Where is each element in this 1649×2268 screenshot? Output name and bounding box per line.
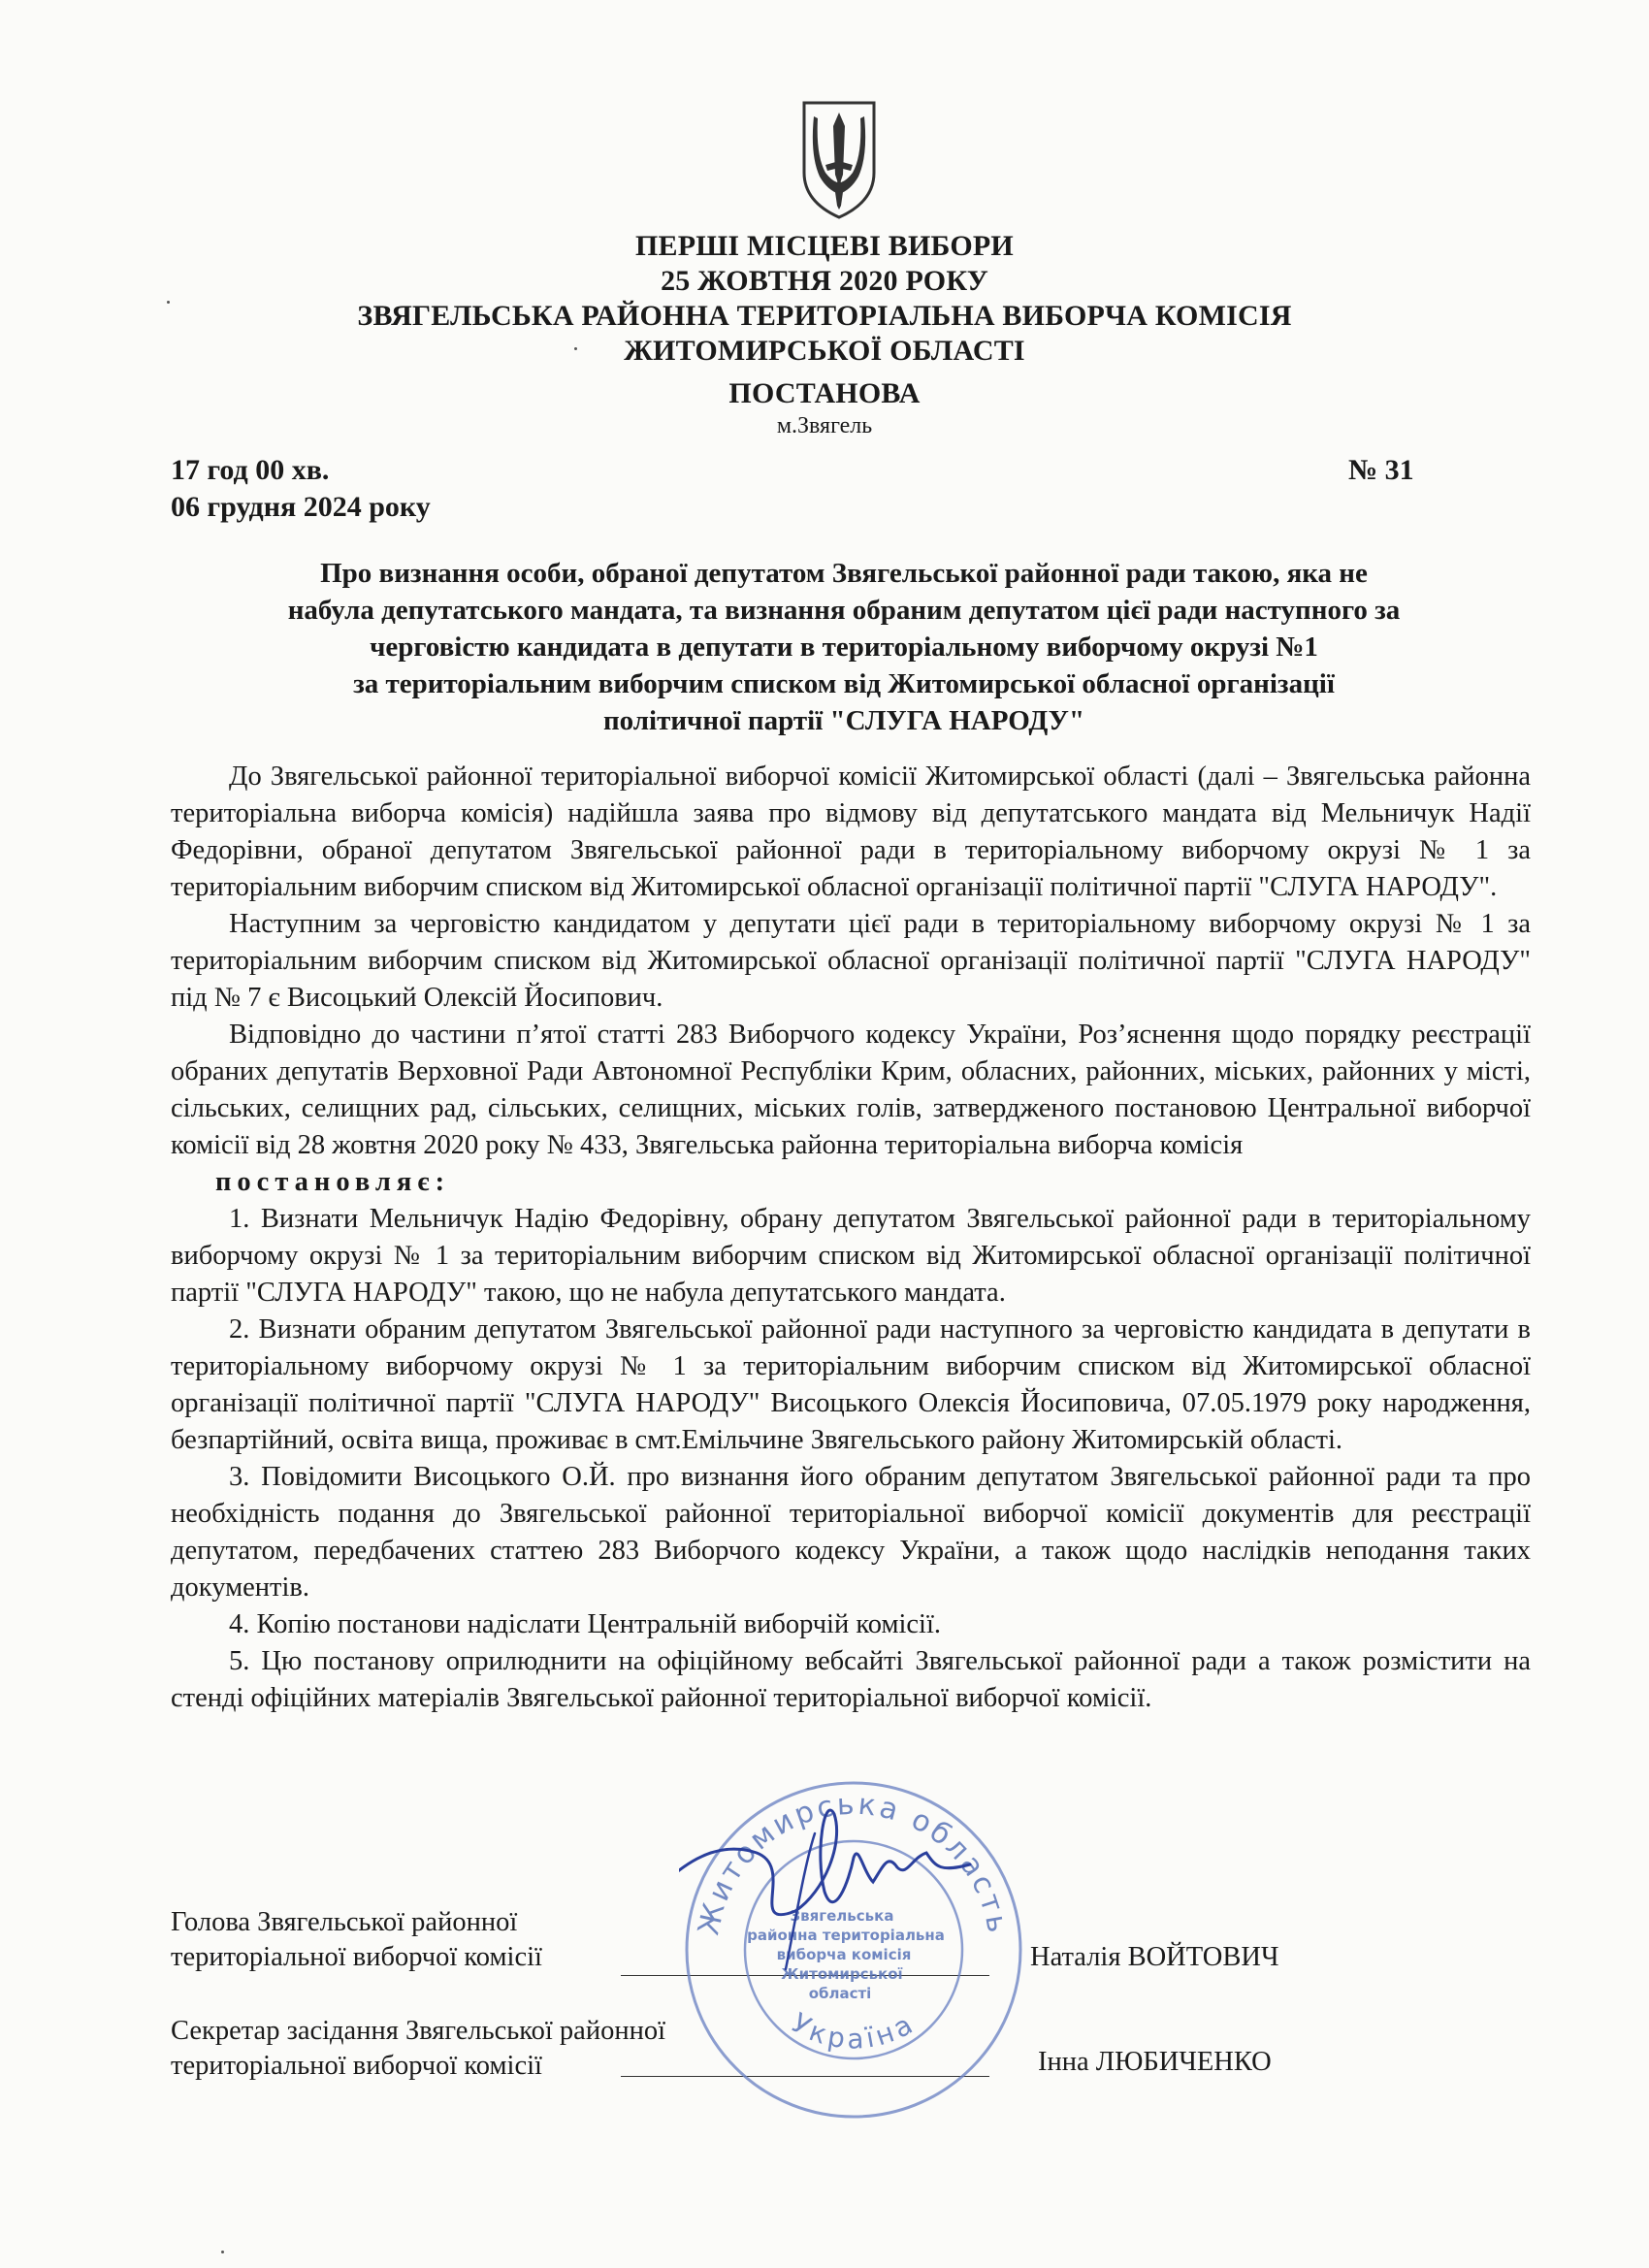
resolution-body (171, 759, 1531, 1717)
secretary-name: Інна ЛЮБИЧЕНКО (1038, 2047, 1272, 2077)
title-line: за територіальним виборчим списком від Житомирської обласної організації (353, 668, 1335, 699)
resolves-heading: постановляє: (215, 1167, 451, 1197)
scan-speck (221, 2251, 224, 2253)
scan-speck (167, 301, 170, 304)
stamp-bottom-text: Україна (786, 2006, 922, 2056)
official-stamp (679, 1775, 1028, 2124)
scan-speck (574, 347, 577, 350)
chair-title-line: територіальної виборчої комісії (171, 1942, 542, 1972)
document-time: 17 год 00 хв. (171, 454, 330, 486)
secretary-title (171, 2014, 665, 2084)
stamp-inner-line: Житомирської (781, 1965, 903, 1983)
chair-name: Наталія ВОЙТОВИЧ (1030, 1942, 1279, 1972)
chair-title-line: Голова Звягельської районної (171, 1907, 518, 1937)
stamp-inner-line: виборча комісія (776, 1946, 912, 1963)
trident-emblem-icon (791, 97, 888, 223)
stamp-inner-line: районна територіальна (747, 1927, 945, 1944)
stamp-inner-line: Звягельська (790, 1907, 894, 1925)
secretary-title-line: територіальної виборчої комісії (171, 2051, 542, 2081)
resolution-item: 2. Визнати обраним депутатом Звягельської районної ради наступного за черговістю кандидата в депутати в територіальному виборчому окрузі № 1 за територіальним виборчим списком від Житомирської обласної організації політичної партії "СЛУГА НАРОДУ" Висоцького Олексія Йосиповича, 07.05.1979 року народження, безпартійний, освіта вища, проживає в смт.Емільчине Звягельського району Житомирській області. (171, 1314, 1531, 1455)
election-date: 25 ЖОВТНЯ 2020 РОКУ (661, 265, 988, 297)
title-line: набула депутатського мандата, та визнання обраним депутатом цієї ради наступного за (287, 595, 1401, 626)
election-header (0, 229, 1649, 369)
title-line: черговістю кандидата в депутати в територіальному виборчому окрузі №1 (370, 632, 1318, 663)
stamp-ring-text: Житомирська область (692, 1787, 1016, 1938)
body-paragraph: До Звягельської районної територіальної виборчої комісії Житомирської області (далі – Звягельська районна територіальна виборча комісія) надійшла заява про відмову від депутатського мандата від Мельничук Надії Федорівни, обраної депутатом Звягельської районної ради в територіальному виборчому окрузі № 1 за територіальним виборчим списком від Житомирської обласної організації політичної партії "СЛУГА НАРОДУ". (171, 761, 1531, 902)
resolution-title (165, 555, 1523, 739)
title-line: політичної партії "СЛУГА НАРОДУ" (602, 705, 1085, 736)
commission-name: ЗВЯГЕЛЬСЬКА РАЙОННА ТЕРИТОРІАЛЬНА ВИБОРЧА КОМІСІЯ (357, 300, 1292, 332)
document-city: м.Звягель (776, 413, 873, 438)
title-line: Про визнання особи, обраної депутатом Звягельської районної ради такою, яка не (320, 558, 1368, 589)
document-type: ПОСТАНОВА (728, 377, 921, 409)
secretary-title-line: Секретар засідання Звягельської районної (171, 2016, 666, 2046)
body-paragraph: Відповідно до частини п’ятої статті 283 Виборчого кодексу України, Роз’яснення щодо порядку реєстрації обраних депутатів Верховної Ради Автономної Республіки Крим, обласних, районних, міських, районних у місті, сільських, селищних рад, сільських, селищних, міських голів, затвердженого постановою Центральної виборчої комісії від 28 жовтня 2020 року № 433, Звягельська районна територіальна виборча комісія (171, 1020, 1531, 1160)
body-paragraph: Наступним за черговістю кандидатом у депутати цієї ради в територіальному виборчому окрузі № 1 за територіальним виборчим списком від Житомирської обласної організації політичної партії "СЛУГА НАРОДУ" під № 7 є Висоцький Олексій Йосипович. (171, 909, 1531, 1013)
document-date: 06 грудня 2024 року (171, 491, 431, 523)
commission-region: ЖИТОМИРСЬКОЇ ОБЛАСТІ (624, 335, 1025, 367)
resolution-item: 3. Повідомити Висоцького О.Й. про визнання його обраним депутатом Звягельської районної ради та про необхідність подання до Звягельської районної територіальної виборчої комісії документів для реєстрації депутатом, передбачених статтею 283 Виборчого кодексу України, а також щодо наслідків неподання таких документів. (171, 1462, 1531, 1603)
resolution-item: 5. Цю постанову оприлюднити на офіційному вебсайті Звягельської районної ради а також розмістити на стенді офіційних матеріалів Звягельської районної територіальної виборчої комісії. (171, 1646, 1531, 1713)
election-title: ПЕРШІ МІСЦЕВІ ВИБОРИ (635, 230, 1014, 262)
document-type-block (0, 376, 1649, 440)
document-number: № 31 (1348, 454, 1414, 486)
resolution-item: 4. Копію постанови надіслати Центральній виборчій комісії. (229, 1609, 942, 1639)
resolution-item: 1. Визнати Мельничук Надію Федорівну, обрану депутатом Звягельської районної ради в територіальному виборчому окрузі № 1 за територіальним виборчим списком від Житомирської обласної організації політичної партії "СЛУГА НАРОДУ" такою, що не набула депутатського мандата. (171, 1204, 1531, 1308)
chair-title (171, 1905, 542, 1975)
stamp-inner-line: області (808, 1985, 872, 2002)
